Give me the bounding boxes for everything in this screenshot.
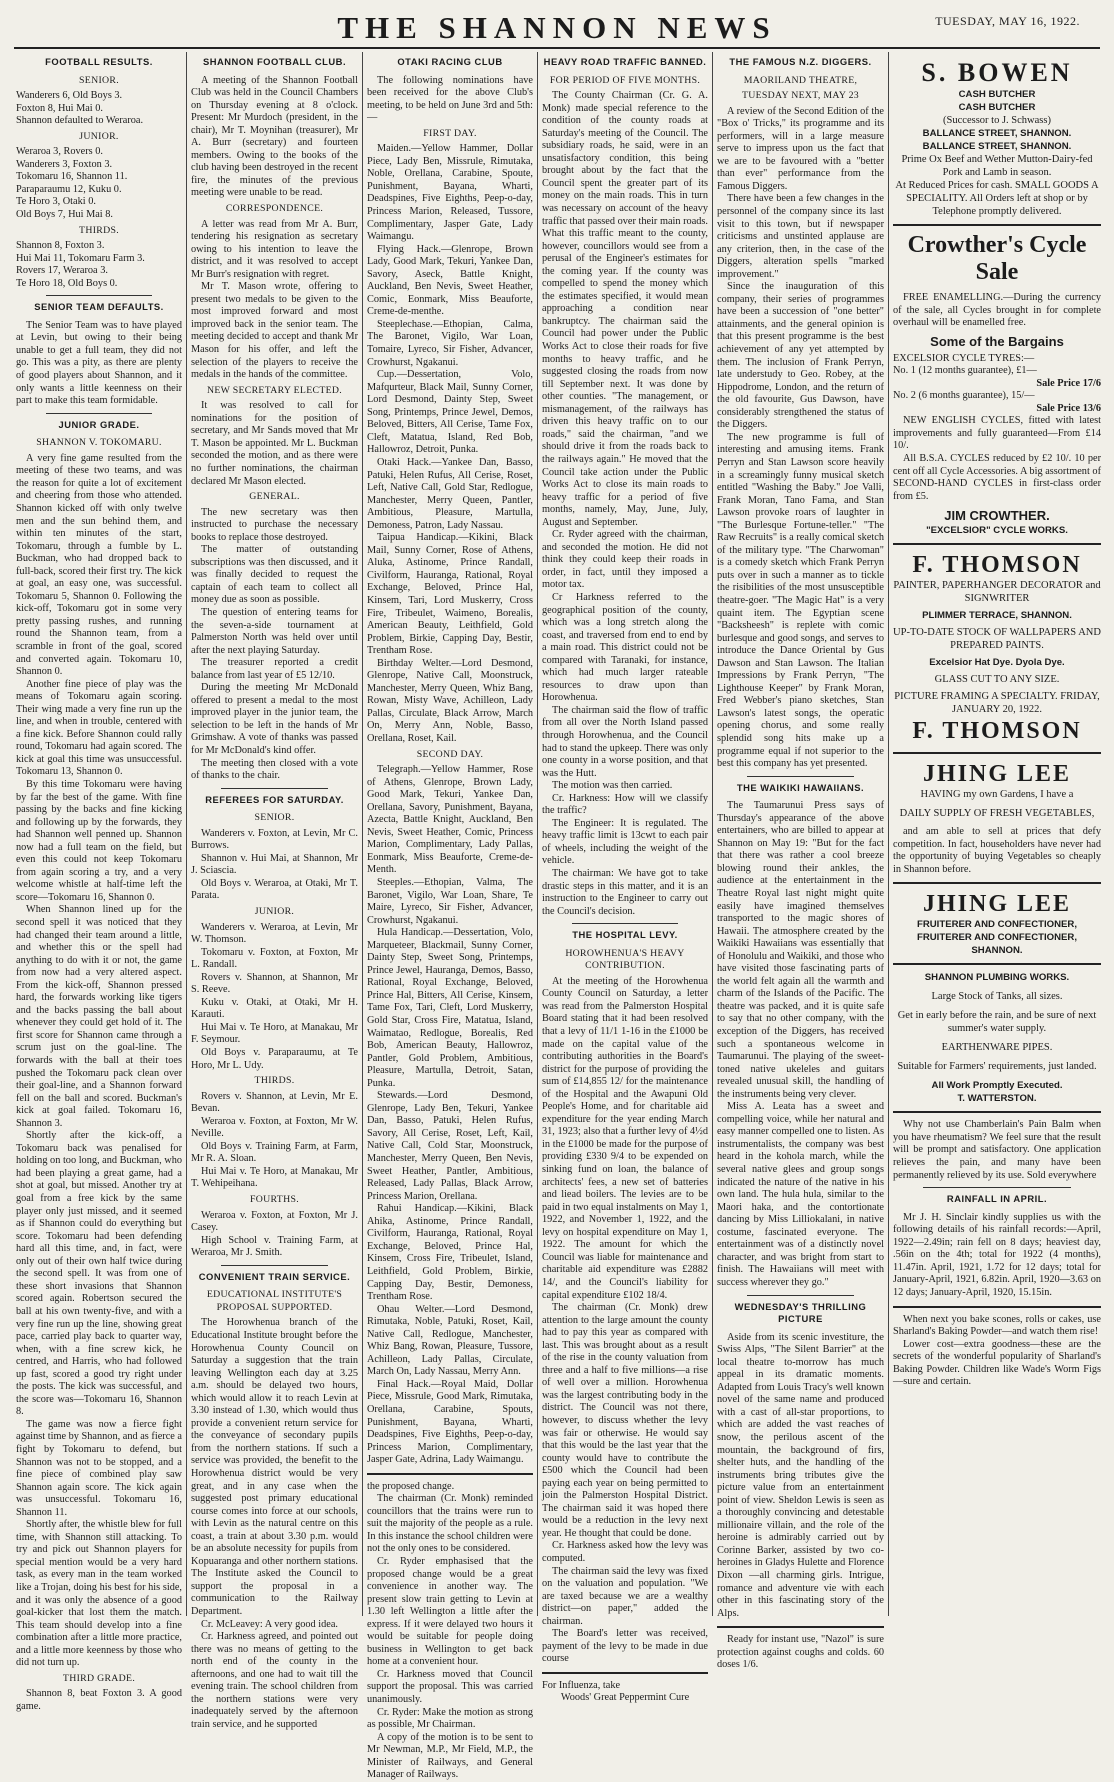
ad-bowen bbox=[893, 58, 1101, 218]
result-line: Foxton 8, Hui Mai 0. bbox=[16, 102, 103, 114]
paragraph: A meeting of the Shannon Football Club was held in the Council Chambers on Thursday evening at 8 o'clock. Present: Mr Murdoch (president, in the chair), Mr T. Moynihan (treasurer), Mr A. Burr (secretary) and fourteen members. Owing to the books of the club having been destroyed in the recent fire, the minutes of the previous meeting were unable to be read. bbox=[191, 74, 358, 199]
headline: SHANNON FOOTBALL CLUB. bbox=[202, 56, 347, 67]
paragraph: Cr. Harkness asked how the levy was computed. bbox=[542, 1540, 708, 1564]
paragraph: Birthday Welter.—Lord Desmond, Glenrope, Native Call, Moonstruck, Manchester, Merry Queen, Whiz Bang, Rowan, Misty Wave, Achilleon, Lady Pallas, Circulate, Black Arrow, March On, Merry Ann, Noble, Basso, Orellana, Roset, Kail. bbox=[367, 657, 533, 744]
masthead-rule bbox=[14, 47, 1100, 49]
ad-plumbing bbox=[893, 971, 1101, 1105]
paragraph: The following nominations have been received for the above Club's meeting, to be held on June 3rd and 5th:— bbox=[367, 74, 533, 124]
ad-line: GLASS CUT TO ANY SIZE. bbox=[934, 674, 1060, 686]
ad-line: Large Stock of Tanks, all sizes. bbox=[931, 991, 1063, 1003]
paragraph: By this time Tokomaru were having by far the best of the game. With fine passing by the backs and fine kicking and following up by the forwards, they had Shannon well penned up. Shannon now had a full team on the field, but even this could not keep Tokomaru from again scoring a try, and a very welcome whistle at half-time left the score—Tokomaru 16, Shannon 0. bbox=[16, 778, 182, 903]
divider bbox=[893, 1306, 1101, 1308]
referee-line: Hui Mai v. Te Horo, at Manakau, Mr T. Wehipeihana. bbox=[191, 1165, 358, 1190]
paragraph: Cr. Harkness agreed, and pointed out there was no means of getting to the north end of the county in the afternoons, and one had to wait till the evening train. The school children from the northern stations were very inadequately served by the afternoon train service, and he supported bbox=[191, 1631, 358, 1730]
paragraph: There have been a few changes in the personnel of the company since its last visit to this town, but if newspaper criticisms and unstinted applause are any criterion, then, in the case of the Diggers, alteration spells "marked improvement." bbox=[717, 193, 884, 280]
ad-jhing-lee-vegetables bbox=[893, 760, 1101, 876]
divider bbox=[893, 882, 1101, 884]
ad-line: EARTHENWARE PIPES. bbox=[941, 1042, 1053, 1054]
paragraph: The Horowhenua branch of the Educational Institute brought before the Horowhenua County Council on Saturday a suggestion that the train leaving Wellington each day at 3.25 a.m. should be delayed two hours, which would allow it to reach Levin at 3.30 instead of 1.30, which would thus provide a convenient return service for the conveyance of secondary pupils from the northern stations. If such a service was provided, the benefit to the Horowhenua district would be very great, and in any case when the suggested post primary educational course comes into force at our schools, with Levin as the natural centre on this coast, a train at about 3.30 p.m. would be an absolute necessity for pupils from Kopuaranga and other northern stations. The Institute asked the Council to support the proposal in a communication to the Railway Department. bbox=[191, 1317, 358, 1617]
ad-line: FREE ENAMELLING.—During the currency of the sale, all Cycles brought in for complete overhaul will be enamelled free. bbox=[893, 292, 1101, 329]
column-road-traffic bbox=[542, 54, 708, 1704]
result-line: Shannon 8, Foxton 3. bbox=[16, 240, 105, 252]
paragraph: The new programme is full of interesting and amusing items. Frank Perryn and Stan Lawson score heavily in a screamingly funny musical sketch entitled "Washing the Baby." Joe Valli, Frank Moran, Tano Fama, and Stan Lawson provoke roars of laughter in "The Burlesque Fortune-teller." "The Raw Recruits" is a really comical sketch of the military type. "The Charwoman" is a comedy sketch which Frank Perryn puts over in such a manner as to tickle the risibilities of the most unsusceptible theatre-goer. "The Magic Hat" is a very quaint item. The Egyptian scene "Backsheesh" is replete with comic burlesque and good songs, and serves to introduce the Dance Oriental by Gus Dawson and Stan Lawson. The Italian Impressions by Frank Perryn, "The Lighthouse Keeper" by Frank Moran, Fred Webber's piano sketches, Stan Lawson's latest songs, the operatic opening chorus, and some really splendid song hits make up a programme equal if not superior to the best this company has yet presented. bbox=[717, 431, 884, 770]
divider bbox=[221, 1265, 328, 1266]
subheading: THIRDS. bbox=[254, 1075, 295, 1087]
subheading: MAORILAND THEATRE, bbox=[743, 74, 858, 86]
divider bbox=[46, 413, 152, 414]
ad-title: JIM CROWTHER. bbox=[944, 508, 1050, 524]
paragraph: Taipua Handicap.—Kikini, Black Mail, Sunny Corner, Rose of Athens, Aluka, Astinome, Prince Randall, Civilform, Hauranga, Rational, Royal Exchange, Beloved, Prince Hal, Kinsem, Tari, Lord Muskerry, Cross Fire, Tribeulet, Waimeno, Borealis, American Beauty, Leithfield, Gold Problem, Birkie, Capping Day, Bestir, Trentham Rose. bbox=[367, 532, 533, 657]
ad-line: PLIMMER TERRACE, SHANNON. bbox=[922, 610, 1072, 622]
issue-date: TUESDAY, MAY 16, 1922. bbox=[935, 14, 1080, 28]
ad-line: PAINTER, PAPERHANGER DECORATOR and SIGNWRITER bbox=[893, 580, 1101, 605]
paragraph: The treasurer reported a credit balance from last year of £5 12/10. bbox=[191, 657, 358, 681]
headline: CONVENIENT TRAIN SERVICE. bbox=[198, 1270, 351, 1282]
referee-line: Old Boys v. Weraroa, at Otaki, Mr T. Parata. bbox=[191, 877, 358, 902]
ad-title: F. THOMSON bbox=[912, 552, 1082, 579]
paragraph: A copy of the motion is to be sent to Mr Newman, M.P., Mr Field, M.P., the Minister of Railways, and General Manager of Railways. bbox=[367, 1731, 533, 1781]
ad-title: Crowther's Cycle Sale bbox=[907, 232, 1087, 285]
paragraph: The County Chairman (Cr. G. A. Monk) made special reference to the condition of the county roads at Saturday's meeting of the Council. The subsidiary roads, he said, were in an unsatisfactory condition, this being brought about by the fact that the Council spent the greater part of its money on the main roads. This in turn was necessary on account of the heavy traffic that passed over their main roads. What this traffic meant to the county, however, councillors would see from a perusal of the Engineer's estimates for the coming year. If the county was compelled to spend the money which the estimates specified, it would mean approaching a condition near bankruptcy. The chairman said the Council had power under the Public Works Act to close their roads for five months to heavy traffic, and he suggested closing the roads from now till September next. It was done by other counties. "The management, or mismanagement, of the railways has driven this heavy traffic on to our roads," said the chairman, "and we should drive it from the roads back to the railways again." He moved that the Council take action under the Public Works Act to close its main roads to heavy traffic for a period of five months, namely, May, June, July, August and September. bbox=[542, 90, 708, 528]
divider bbox=[923, 1187, 1071, 1188]
referee-line: Wanderers v. Weraroa, at Levin, Mr W. Thomson. bbox=[191, 921, 358, 946]
headline: REFEREES FOR SATURDAY. bbox=[205, 793, 344, 805]
ad-jhing-lee-fruiterer bbox=[893, 890, 1101, 957]
ad-line: and am able to sell at prices that defy competition. In fact, householders have never had the opportunity of buying Vegetables so cheaply in Shannon before. bbox=[893, 826, 1101, 875]
subheading: GENERAL. bbox=[249, 491, 300, 503]
subheading: NEW SECRETARY ELECTED. bbox=[206, 384, 343, 396]
paragraph: Shortly after the kick-off, a Tokomaru back was penalised for holding on too long, and Buckman, who had been playing a great game, had a shot at goal, but missed. Another try at goal from a free kick by the same player only just missed, and it seemed as if Shannon could do everything but score. Tokomaru had been defending hard all this time, and, in fact, were only out of their own half twice during the second spell. It was from one of these short invasions that Shannon scored again. Robertson secured the ball at his own twenty-five, and with a very fine run up the line, showing great pace, carried play back to quarter way, when, with a fine screw kick, he centred, and Harris, who had followed up fast, scored a good try right under the posts. The kick was successful, and the score was—Tokomaru 16, Shannon 8. bbox=[16, 1130, 182, 1418]
referee-line: Weraroa v. Foxton, at Foxton, Mr J. Casey. bbox=[191, 1209, 358, 1234]
ad-line: All B.S.A. CYCLES reduced by £2 10/. 10 per cent off all Cycle Accessories. A big assortment of SECOND-HAND CYCLES in first-class order from £5. bbox=[893, 453, 1101, 502]
column-football-club bbox=[191, 54, 358, 1730]
ad-line: CASH BUTCHER bbox=[958, 89, 1036, 100]
column-football-results bbox=[16, 54, 182, 1712]
ad-line: For Influenza, take bbox=[542, 1679, 621, 1691]
subheading: JUNIOR. bbox=[254, 906, 295, 917]
paragraph: Flying Hack.—Glenrope, Brown Lady, Good Mark, Tekuri, Yankee Dan, Savory, Aseck, Battle Knight, Auckland, Ben Nevis, Sweet Heather, Comic, Eonmark, Miss Beauforte, Creme-de-menthe. bbox=[367, 243, 533, 318]
subheading: TUESDAY NEXT, MAY 23 bbox=[741, 90, 860, 102]
referee-line: Rovers v. Shannon, at Shannon, Mr S. Reeve. bbox=[191, 971, 358, 996]
subheading: FOR PERIOD OF FIVE MONTHS. bbox=[549, 74, 701, 86]
column-otaki-racing bbox=[367, 54, 533, 1781]
result-line: Te Horo 3, Otaki 0. bbox=[16, 196, 96, 208]
paragraph: Aside from its scenic investiture, the Swiss Alps, "The Silent Barrier" at the local theatre to-morrow has much appeal in its dramatic moments. Adapted from Louis Tracy's well known novel of the same name and produced with a cast of all-star proportions, to which are added the vast reaches of snow, the perilous ascent of the mountain, the background of firs, shelter huts, and the handling of the instruments bring tributes give the picture value from an entertainment point of view. Sheldon Lewis is seen as a thoroughly convincing and detestable millionaire villain, and the role of the heroine is admirably carried out by Corinne Barker, assisted by two co-heroines in Gladys Hulette and Florence Dixon —all charming girls. Intrigue, romance and adventure vie with each other in this fascinating story of the Alps. bbox=[717, 1331, 884, 1619]
paragraph: It was resolved to call for nominations for the position of secretary, and Mr Sands moved that Mr T. Mason be appointed. Mr L. Buckman seconded the motion, and as there were no further nominations, the chairman declared Mr Mason elected. bbox=[191, 400, 358, 487]
headline: JUNIOR GRADE. bbox=[58, 418, 140, 430]
paragraph: The game was now a fierce fight against time by Shannon, and as fierce a fight by Tokomaru to defend, but Shannon was not to be stopped, and a fine piece of combined play saw Shannon again score. The kick again was unsuccessful. Tokomaru 16, Shannon 11. bbox=[16, 1418, 182, 1518]
paragraph: Steeples.—Ethopian, Valma, The Baronet, Vigilo, War Loan, Share, Te Maire, Lyreco, Sir Fisher, Advancer, Crowhurst, Ngakanui. bbox=[367, 877, 533, 926]
paragraph: Stewards.—Lord Desmond, Glenrope, Lady Ben, Tekuri, Yankee Dan, Basso, Patuki, Helen Rufus, Savory, All Cerise, Roset, Left, Kail, Native Call, Cold Star, Moonstruck, Manchester, Merry Queen, Ben Nevis, Sweet Heather, Pantler, Ambitious, Released, Lady Pallas, Black Arrow, Princess Marion, Orellana. bbox=[367, 1090, 533, 1202]
referee-line: Kuku v. Otaki, at Otaki, Mr H. Karauti. bbox=[191, 996, 358, 1021]
referee-line: Wanderers v. Foxton, at Levin, Mr C. Burrows. bbox=[191, 827, 358, 852]
headline: THE FAMOUS N.Z. DIGGERS. bbox=[729, 56, 872, 67]
paragraph: The Senior Team was to have played at Levin, but owing to their being unable to get a full team, they did not go. This was a pity, as there are plenty of good players about Shannon, and it only wants a little keenness on their part to make this team formidable. bbox=[16, 319, 182, 407]
subheading: SECOND DAY. bbox=[416, 748, 484, 760]
ad-line: "EXCELSIOR" CYCLE WORKS. bbox=[926, 525, 1068, 537]
ad-line: Sale Price 13/6 bbox=[1036, 402, 1101, 414]
paragraph: Cr. McLeavey: A very good idea. bbox=[201, 1618, 338, 1630]
column-rule bbox=[362, 52, 363, 1616]
ad-line: FRUITERER AND CONFECTIONER, FRUITERER AND CONFECTIONER, SHANNON. bbox=[916, 919, 1078, 957]
paragraph: Cup.—Dessertation, Volo, Mafqurteur, Black Mail, Sunny Corner, Lord Desmond, Dainty Step, Sweet Song, Printemps, Prince Jewel, Demos, Beloved, Bitters, All Cerise, Tame Fox, Cleft, Matatua, Island, Red Bob, Hallowroz, Detroit, Punka. bbox=[367, 369, 533, 456]
headline: FOOTBALL RESULTS. bbox=[45, 56, 153, 67]
column-diggers bbox=[717, 54, 884, 1671]
column-rule bbox=[186, 52, 187, 1616]
ad-line: BALLANCE STREET, SHANNON. bbox=[922, 141, 1072, 152]
paragraph: Cr. Harkness moved that Council support the proposal. This was carried unanimously. bbox=[367, 1668, 533, 1705]
result-line: Wanderers 3, Foxton 3. bbox=[16, 158, 113, 170]
subheading: EDUCATIONAL INSTITUTE'S PROPOSAL SUPPORTED. bbox=[206, 1289, 343, 1313]
divider bbox=[367, 1473, 533, 1475]
ad-line: DAILY SUPPLY OF FRESH VEGETABLES, bbox=[899, 808, 1095, 820]
paragraph: Miss A. Leata has a sweet and compelling voice, while her natural and easy manner compelled one to listen. As instrumentalists, the company was best heard in the kohola march, while the several native glees and group songs indicated the nature of the native in his own land. The hula hula, similar to the Maori haka, and the contortionate dancing by Miss Lilliokalani, in native costume, fascinated everyone. The entertainment was of a distinctly novel character, and was bright from start to finish. The Hawaiians will meet with success wherever they go." bbox=[717, 1101, 884, 1288]
paragraph: The meeting then closed with a vote of thanks to the chair. bbox=[191, 757, 358, 782]
paragraph: Steeplechase.—Ethopian, Calma, The Baronet, Vigilo, War Loan, Tomaire, Lyreco, Sir Fisher, Advancer, Crowhurst, Ngakanui. bbox=[367, 318, 533, 368]
headline: SENIOR TEAM DEFAULTS. bbox=[34, 301, 164, 313]
referee-line: Hui Mai v. Te Horo, at Manakau, Mr F. Seymour. bbox=[191, 1021, 358, 1046]
result-line: Te Horo 18, Old Boys 0. bbox=[16, 277, 118, 289]
divider bbox=[46, 295, 152, 296]
paragraph: Shannon 8, beat Foxton 3. A good game. bbox=[16, 1688, 182, 1712]
column-rule bbox=[888, 52, 889, 1616]
subheading: SENIOR. bbox=[254, 812, 295, 824]
paragraph: When next you bake scones, rolls or cakes, use Sharland's Baking Powder—and watch them rise! bbox=[893, 1313, 1101, 1338]
result-line: Weraroa 3, Rovers 0. bbox=[16, 146, 103, 158]
paragraph: Maiden.—Yellow Hammer, Dollar Piece, Lady Ben, Missrule, Rimutaka, Noble, Orellana, Carabine, Spoute, Punishment, Bayana, Wharti, Deadspines, Five Eighths, Peep-o-day, Princess Marion, Released, Tussore, Complimentary, Jasper Gate, Lady Waimangu. bbox=[367, 143, 533, 243]
paragraph: Final Hack.—Royal Maid, Dollar Piece, Missrule, Good Mark, Rimutaka, Orellana, Carabine, Spouts, Punishment, Bayana, Wharti, Deadspines, Five Eighths, Peep-o-day, Princess Marion, Complimentary, Jasper Gate, Adrina, Lady Waimangu. bbox=[367, 1378, 533, 1466]
paragraph: The chairman (Cr. Monk) reminded councillors that the trains were run to suit the majority of the people as a rule. In this instance the school children were not the only ones to be considered. bbox=[367, 1493, 533, 1555]
ad-thomson bbox=[893, 551, 1101, 746]
result-line: Wanderers 6, Old Boys 3. bbox=[16, 90, 123, 102]
divider bbox=[542, 1672, 708, 1674]
paragraph: Hula Handicap.—Dessertation, Volo, Marqueteer, Blackmail, Sunny Corner, Dainty Step, Sweet Song, Printemps, Prince Jewel, Hauranga, Demos, Basso, Rational, Royal Exchange, Beloved, Prince Hal, Bitters, All Cerise, Kinsem, Tame Fox, Tari, Cleft, Lord Muskerry, Gold Star, Cross Fire, Matatua, Island, Waimatao, Redlogue, Borealis, Red Bob, American Beauty, Hallowroz, Pantler, Gold Problem, Ambitious, Pleasure, Martulla, Detroit, Satan, Punka. bbox=[367, 927, 533, 1089]
ad-line: Woods' Great Peppermint Cure bbox=[560, 1692, 690, 1704]
ad-subtitle: Some of the Bargains bbox=[930, 333, 1064, 349]
column-advertisements bbox=[893, 54, 1101, 1616]
column-rule bbox=[712, 52, 713, 1616]
result-line: Shannon defaulted to Weraroa. bbox=[16, 115, 144, 127]
ad-line: UP-TO-DATE STOCK OF WALLPAPERS AND PREPARED PAINTS. bbox=[893, 627, 1101, 652]
result-line: Hui Mai 11, Tokomaru Farm 3. bbox=[16, 252, 145, 264]
ad-title: JHING LEE bbox=[922, 761, 1072, 788]
paragraph: A review of the Second Edition of the "Box o' Tricks," its programme and its performers, will in a large measure serve to impress upon us the fact that we are to be favoured with a "better than ever" performance from the Famous Diggers. bbox=[717, 105, 884, 192]
referee-line: High School v. Training Farm, at Weraroa, Mr J. Smith. bbox=[191, 1234, 358, 1259]
ad-line: EXCELSIOR CYCLE TYRES:— bbox=[893, 352, 1035, 364]
headline: THE HOSPITAL LEVY. bbox=[572, 929, 678, 941]
subheading: SHANNON V. TOKOMARU. bbox=[36, 437, 162, 449]
divider bbox=[893, 1111, 1101, 1113]
ad-line: Prime Ox Beef and Wether Mutton-Dairy-fed Pork and Lamb in season. bbox=[901, 154, 1093, 178]
paragraph: The chairman (Cr. Monk) drew attention to the large amount the county had to pay this year as compared with last. This was brought about as a result of the rise in the county valuation from three and a half to five millions—a rise of well over a million. Horowhenua was the largest contributing body in the district. The Council was not there, however, to discuss whether the levy was fair or otherwise. He would say that this would be the last year that the county would have to contribute the £500 which the Council had been paying each year on being permitted to join the Palmerston Hospital District. The chairman said it was hoped there would be a reduction in the levy next year. He thought that could be done. bbox=[542, 1302, 708, 1539]
ad-line: Get in early before the rain, and be sure of next summer's water supply. bbox=[897, 1010, 1097, 1035]
paragraph: Mr T. Mason wrote, offering to present two medals to be given to the most improved forward and most improved back in the senior team. The meeting decided to accept and thank Mr Mason for his offer, and left the selection of the players to receive the medals in the hands of the committee. bbox=[191, 281, 358, 381]
paragraph: the proposed change. bbox=[367, 1480, 455, 1492]
ad-line: All Work Promptly Executed. bbox=[931, 1080, 1063, 1092]
paragraph: Cr. Ryder agreed with the chairman, and seconded the motion. He did not think they could keep their roads in order, in fact, until they imposed a motor tax. bbox=[542, 529, 708, 591]
paragraph: The matter of outstanding subscriptions was then discussed, and it was finally decided to request the captain of each team to collect all money due as soon as possible. bbox=[191, 544, 358, 606]
headline: THE WAIKIKI HAWAIIANS. bbox=[736, 781, 865, 793]
paragraph: Ready for instant use, "Nazol" is sure protection against coughs and colds. 60 doses 1/6. bbox=[717, 1634, 884, 1671]
paragraph: The motion was then carried. bbox=[552, 780, 673, 792]
ad-line: Sale Price 17/6 bbox=[1036, 377, 1101, 389]
column-rule bbox=[537, 52, 538, 1616]
ad-line: Suitable for Farmers' requirements, just landed. bbox=[897, 1061, 1097, 1073]
headline: HEAVY ROAD TRAFFIC BANNED. bbox=[543, 56, 707, 67]
newspaper-title: THE SHANNON NEWS bbox=[337, 10, 777, 45]
divider bbox=[893, 543, 1101, 545]
divider bbox=[717, 1626, 884, 1628]
divider bbox=[893, 752, 1101, 754]
ad-line: T. WATTERSTON. bbox=[957, 1093, 1037, 1105]
ad-title: JHING LEE bbox=[922, 891, 1072, 918]
paragraph: The chairman: We have got to take drastic steps in this matter, and it is an instruction to the Engineer to carry out the Council's decision. bbox=[542, 868, 708, 917]
ad-line: At Reduced Prices for cash. SMALL GOODS A SPECIALITY. All Orders left at shop or by Telephone promptly delivered. bbox=[895, 180, 1099, 217]
referee-line: Old Boys v. Training Farm, at Farm, Mr R. A. Sloan. bbox=[191, 1140, 358, 1165]
paragraph: A letter was read from Mr A. Burr, tendering his resignation as secretary owing to his intention to leave the district, and it was resolved to accept Mr Burr's resignation with regret. bbox=[191, 218, 358, 280]
headline: OTAKI RACING CLUB bbox=[397, 56, 503, 67]
headline: WEDNESDAY'S THRILLING PICTURE bbox=[734, 1300, 867, 1325]
divider bbox=[747, 1295, 854, 1296]
result-line: Old Boys 7, Hui Mai 8. bbox=[16, 209, 113, 221]
paragraph: Otaki Hack.—Yankee Dan, Basso, Patuki, Helen Rufus, All Cerise, Roset, Left, Native Call, Gold Star, Redlogue, Manchester, Merry Queen, Pantler, Ambitious, Pleasure, Martulla, Demoness, Patron, Lady Nassau. bbox=[367, 456, 533, 531]
paragraph: Since the inauguration of this company, their series of programmes have been a succession of "one better" attainments, and the general opinion is that this present programme is the best achievement of any yet attempted by them. The inclusion of Frank Perryn, late understudy to Geo. Robey, at the Hippodrome, London, and the return of the old favourite, Gus Dawson, have considerably strengthened the status of the Diggers. bbox=[717, 281, 884, 431]
divider bbox=[747, 776, 854, 777]
paragraph: Why not use Chamberlain's Pain Balm when you have rheumatism? We feel sure that the result will be prompt and satisfactory. One application relieves the pain, and many have been permanently relieved by its use. Sold everywhere bbox=[893, 1119, 1101, 1181]
subheading: THIRDS. bbox=[79, 224, 119, 236]
subheading: HOROWHENUA'S HEAVY CONTRIBUTION. bbox=[565, 947, 685, 972]
ad-line: No. 2 (6 months guarantee), 15/— bbox=[893, 390, 1035, 402]
paragraph: The chairman said the flow of traffic from all over the North Island passed through Horowhenua, and the Council had to stand the upkeep. There was only one county in a worse position, and that was the Hutt. bbox=[542, 704, 708, 779]
referee-line: Rovers v. Shannon, at Levin, Mr E. Bevan. bbox=[191, 1090, 358, 1115]
paragraph: Ohau Welter.—Lord Desmond, Rimutaka, Noble, Patuki, Roset, Kail, Native Call, Redlogue, Manchester, Whiz Bang, Rowan, Pleasure, Tussore, Achilleon, Lady Pallas, Circulate, March On, Lady Nassau, Merry Ann. bbox=[367, 1303, 533, 1378]
divider bbox=[893, 224, 1101, 226]
ad-title: S. BOWEN bbox=[921, 58, 1073, 87]
divider bbox=[221, 788, 328, 789]
paragraph: Cr. Harkness: How will we classify the traffic? bbox=[542, 792, 708, 817]
ad-line: (Successor to J. Schwass) bbox=[943, 115, 1051, 126]
paragraph: When Shannon lined up for the second spell it was noticed that they had changed their team around a little, and whether this or the spell had anything to do with it or not, the game from now had a very altered aspect. From the kick-off, Shannon pressed hard, the forwards working like tigers and the backs passing the ball about whenever they could get hold of it. The first score for Shannon came through a scrum just on the goal-line. The forwards with the ball at their toes pushed the Tokomaru pack clean over their goal-line, and a Shannon forward fell on the ball and scored. Buckman's kick at goal failed. Tokomaru 16, Shannon 3. bbox=[16, 904, 182, 1129]
ad-title: SHANNON PLUMBING WORKS. bbox=[924, 972, 1070, 984]
subheading: FIRST DAY. bbox=[423, 127, 477, 139]
paragraph: The Board's letter was received, payment of the levy to be made in due course bbox=[542, 1628, 708, 1665]
result-line: Rovers 17, Weraroa 3. bbox=[16, 265, 108, 277]
ad-line: No. 1 (12 months guarantee), £1— bbox=[893, 365, 1037, 377]
paragraph: Rahui Handicap.—Kikini, Black Ahika, Astinome, Prince Randall, Civilform, Hauranga, Rational, Royal Exchange, Beloved, Prince Hal, Kinsem, Cross Fire, Tribeulet, Island, Leithfield, Gold Problem, Birkie, Capping Day, Bestir, Demoness, Trentham Rose. bbox=[367, 1203, 533, 1303]
ad-line: BALLANCE STREET, SHANNON. bbox=[922, 128, 1072, 139]
headline: RAINFALL IN APRIL. bbox=[946, 1193, 1048, 1205]
divider bbox=[893, 963, 1101, 965]
paragraph: Another fine piece of play was the means of Tokomaru again scoring. Their wing made a very fine run up the line, and when in trouble, centered with a fine kick. Before Shannon could rally round, Tokomaru had again scored. The kick at goal this time was unsuccessful. Tokomaru 13, Shannon 0. bbox=[16, 678, 182, 778]
paragraph: A very fine game resulted from the meeting of these two teams, and was the reason for quite a lot of excitement and cheering from those who attended. Shannon kicked off with only twelve men and the sun behind them, and within ten minutes of the start, Tokomaru, through a fumble by L. Buckman, who had dropped back to full-back, scored their first try. The kick at goal, an easy one, was successful. Tokomaru 5, Shannon 0. Following the kick-off, Tokomaru got in some very pretty passing rushes, and running round the Shannon team, from a scramble in front of the goal, scored and converted again. Tokomaru 10, Shannon 0. bbox=[16, 452, 182, 678]
divider bbox=[572, 923, 678, 924]
subheading: THIRD GRADE. bbox=[62, 1672, 136, 1684]
ad-line: CASH BUTCHER bbox=[958, 102, 1036, 113]
paragraph: The Engineer: It is regulated. The heavy traffic limit is 13cwt to each pair of wheels, including the weight of the vehicle. bbox=[542, 817, 708, 867]
paragraph: At the meeting of the Horowhenua County Council on Saturday, a letter was read from the Palmerston Hospital Board stating that it had been resolved that a levy of 11/1 1-16 in the £1000 be made on the capital value of the contributing authorities in the Board's district for the purpose of providing the sum of £14,855 12/ for the maintenance of the Hospital and the Awapuni Old People's Home, and for charitable aid expenditure for the year ending March 31, 1923; also that a further levy of 4½d in the £1000 be made for the purpose of providing £330 9/4 to be expended on sinking fund on loan, the balance of architects' fees, a new set of batteries and liead boilers. The levies are to be paid in two equal instalments on May 1, 1922, and November 1, 1922, and the levy on hospital expenditure on May 1, 1922. The amount for which the Council was liable for maintenance and charitable aid expenditure was £2882 14/, and the Council's liability for capital expenditure £102 18/4. bbox=[542, 975, 708, 1301]
ad-line: NEW ENGLISH CYCLES, fitted with latest improvements and fully guaranteed—From £14 10/. bbox=[893, 415, 1101, 452]
referee-line: Shannon v. Hui Mai, at Shannon, Mr J. Sciascia. bbox=[191, 852, 358, 877]
paragraph: Telegraph.—Yellow Hammer, Rose of Athens, Glenrope, Brown Lady, Good Mark, Tekuri, Yankee Dan, Orellana, Savory, Punishment, Bayana, Azecta, Battle Knight, Auckland, Ben Nevis, Sweet Heather, Comic, Princess Marion, Complimentary, Lady Pallas, Eonmark, Miss Beauforte, Creme-de-Menth. bbox=[367, 764, 533, 876]
masthead bbox=[0, 0, 1114, 48]
paragraph: Cr Harkness referred to the geographical position of the county, which was a long stretch along the coast, and traversed from end to end by a main road. This district could not be compared with Taranaki, for instance, which had much larger rateable resources to draw upon than Horowhenua. bbox=[542, 591, 708, 704]
paragraph: The chairman said the levy was fixed on the valuation and population. "We are taxed because we are a wealthy district—on paper," added the chairman. bbox=[542, 1565, 708, 1627]
referee-line: Weraroa v. Foxton, at Foxton, Mr W. Neville. bbox=[191, 1115, 358, 1140]
paragraph: Shortly after, the whistle blew for full time, with Shannon still attacking. To try and pick out Shannon players for special mention would be a very hard task, as every man in the team worked like a Trojan, doing his best for his side, and it was only the absence of a good goal-kicker that lost them the match. This team should develop into a fine combination after a little more practice, and a little more keenness by those who did not turn up. bbox=[16, 1519, 182, 1669]
paragraph: Cr. Ryder emphasised that the proposed change would be a great convenience in another way. The present slow train getting to Levin at 1.30 left Wellington a little after the express. If it were delayed two hours it would be suitable for people doing business in Wellington to get back home at a convenient hour. bbox=[367, 1555, 533, 1668]
paragraph: During the meeting Mr McDonald offered to present a medal to the most improved player in the junior team, the selection to be left in the hands of Mr Grimshaw. A vote of thanks was passed for Mr McDonald's kind offer. bbox=[191, 682, 358, 756]
paragraph: Lower cost—extra goodness—these are the secrets of the wonderful popularity of Sharland's Baking Powder. Children like Wade's Worm Figs—sure and certain. bbox=[893, 1338, 1101, 1388]
referee-line: Tokomaru v. Foxton, at Foxton, Mr L. Randall. bbox=[191, 946, 358, 971]
result-line: Paraparaumu 12, Kuku 0. bbox=[16, 183, 122, 195]
paragraph: The Taumarunui Press says of Thursday's appearance of the above entertainers, who are billed to appear at Shannon on May 19: "But for the fact that there was rather a cool breeze blowing round their ankles, the audience at the entertainment in the Theatre Royal last night might quite easily have imagined themselves transported to the magic shores of Hawaii. The atmosphere created by the Waikiki Hawaiians was essentially that of Honolulu and Waikiki, and those who have visited those fascinating parts of the world felt again all the warmth and charm of the Islands of the Pacific. The theatre was packed, and it is quite safe to say that no other company, with the exception of the Diggers, has received such a spontaneous welcome in Taumarunui. The playing of the sweet-toned native ukeleles and guitars revealed unusual skill, the handling of the instruments being very clever. bbox=[717, 800, 884, 1100]
result-line: Tokomaru 16, Shannon 11. bbox=[16, 171, 128, 183]
paragraph: The question of entering teams for the seven-a-side tournament at Palmerston North was held over until after the next playing Saturday. bbox=[191, 606, 358, 656]
subheading: JUNIOR. bbox=[79, 130, 119, 142]
paragraph: Mr J. H. Sinclair kindly supplies us with the following details of his rainfall records:—April, 1922—2.49in; rain fell on 8 days; heaviest day, .56in on the 4th; total for 1922 (4 months), 11.47in. April, 1921, 1.72 for 12 days; total for January-April, 1921, 6.82in. April, 1920—3.63 on 12 days; January-April, 1920, 15.15in. bbox=[893, 1211, 1101, 1298]
paragraph: Cr. Ryder: Make the motion as strong as possible, Mr Chairman. bbox=[367, 1706, 533, 1731]
ad-title: F. THOMSON bbox=[912, 718, 1082, 745]
paragraph: The new secretary was then instructed to purchase the necessary books to replace those destroyed. bbox=[191, 506, 358, 543]
subheading: CORRESPONDENCE. bbox=[225, 203, 324, 215]
subheading: FOURTHS. bbox=[250, 1194, 299, 1206]
ad-crowther bbox=[893, 232, 1101, 537]
ad-line: Excelsior Hat Dye. Dyola Dye. bbox=[929, 657, 1065, 669]
referee-line: Old Boys v. Paraparaumu, at Te Horo, Mr L. Udy. bbox=[191, 1047, 358, 1071]
ad-line: PICTURE FRAMING A SPECIALTY. FRIDAY, JANUARY 20, 1922. bbox=[894, 691, 1100, 716]
ad-line: HAVING my own Gardens, I have a bbox=[920, 789, 1074, 801]
subheading: SENIOR. bbox=[79, 74, 119, 86]
